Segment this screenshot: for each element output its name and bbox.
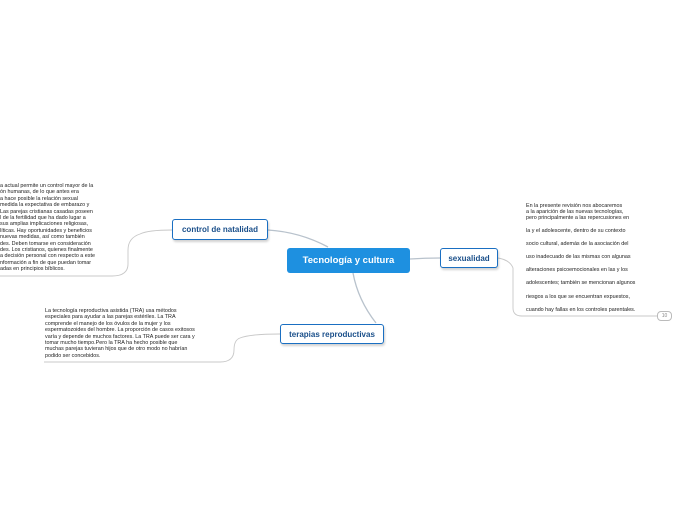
- note-control-de-natalidad: a actual permite un control mayor de la ón humanas, de lo que antes era a hace posible la relación sexual medida la expectativa de embarazo y Las parejas cristianas casadas poseen l de la fertilidad que ha dado lugar a sus amplias implicaciones religiosas, líticas. Hay oportunidades y beneficios nuevas medidas, así como también des. Deben tomarse en consideración des. Los cristianos, quienes finalmente a decisión personal con respecto a este nformación a fin de que puedan tomar adas en principios bíblicos.: [0, 183, 95, 273]
- badge-count: 10: [661, 313, 668, 319]
- connector-control: [268, 230, 328, 247]
- collapsed-count-badge[interactable]: [657, 311, 672, 321]
- topic-control-de-natalidad[interactable]: [172, 219, 268, 240]
- central-topic[interactable]: [287, 248, 410, 273]
- topic-label: sexualidad: [448, 253, 490, 263]
- note-sexualidad-intro: En la presente revisión nos abocaremos a la aparición de las nuevas tecnologías,: [526, 203, 624, 216]
- topic-sexualidad[interactable]: [440, 248, 498, 268]
- central-topic-label: Tecnología y cultura: [302, 255, 395, 266]
- connector-sexualidad: [410, 258, 440, 259]
- topic-label: terapias reproductivas: [289, 329, 375, 339]
- connector-terapias: [353, 273, 376, 323]
- note-sexualidad: pero principalmente a las repercusiones en la y el adolescente, dentro de su contexto socio cultural, además de la asociación del uso inadecuado de las mismas con algunas alteraciones psicoemocionales en las y los adolescentes; también se mencionan algunos riesgos a los que se encuentran expuestos, cuando hay fallas en los controles parentales.: [526, 215, 636, 313]
- topic-label: control de natalidad: [181, 225, 258, 234]
- note-terapias-reproductivas: La tecnología reproductiva asistida (TRA) usa métodos especiales para ayudar a las parejas estériles. La TRA comprende el manejo de los óvulos de la mujer y los espermatozoides del hombre. La proporción de casos exitosos varía y depende de muchos factores. La TRA puede ser cara y tomar mucho tiempo.Pero la TRA ha hecho posible que muchas parejas tuvieran hijos que de otro modo no habrían podido ser concebidos.: [45, 308, 195, 359]
- topic-terapias-reproductivas[interactable]: [280, 324, 384, 344]
